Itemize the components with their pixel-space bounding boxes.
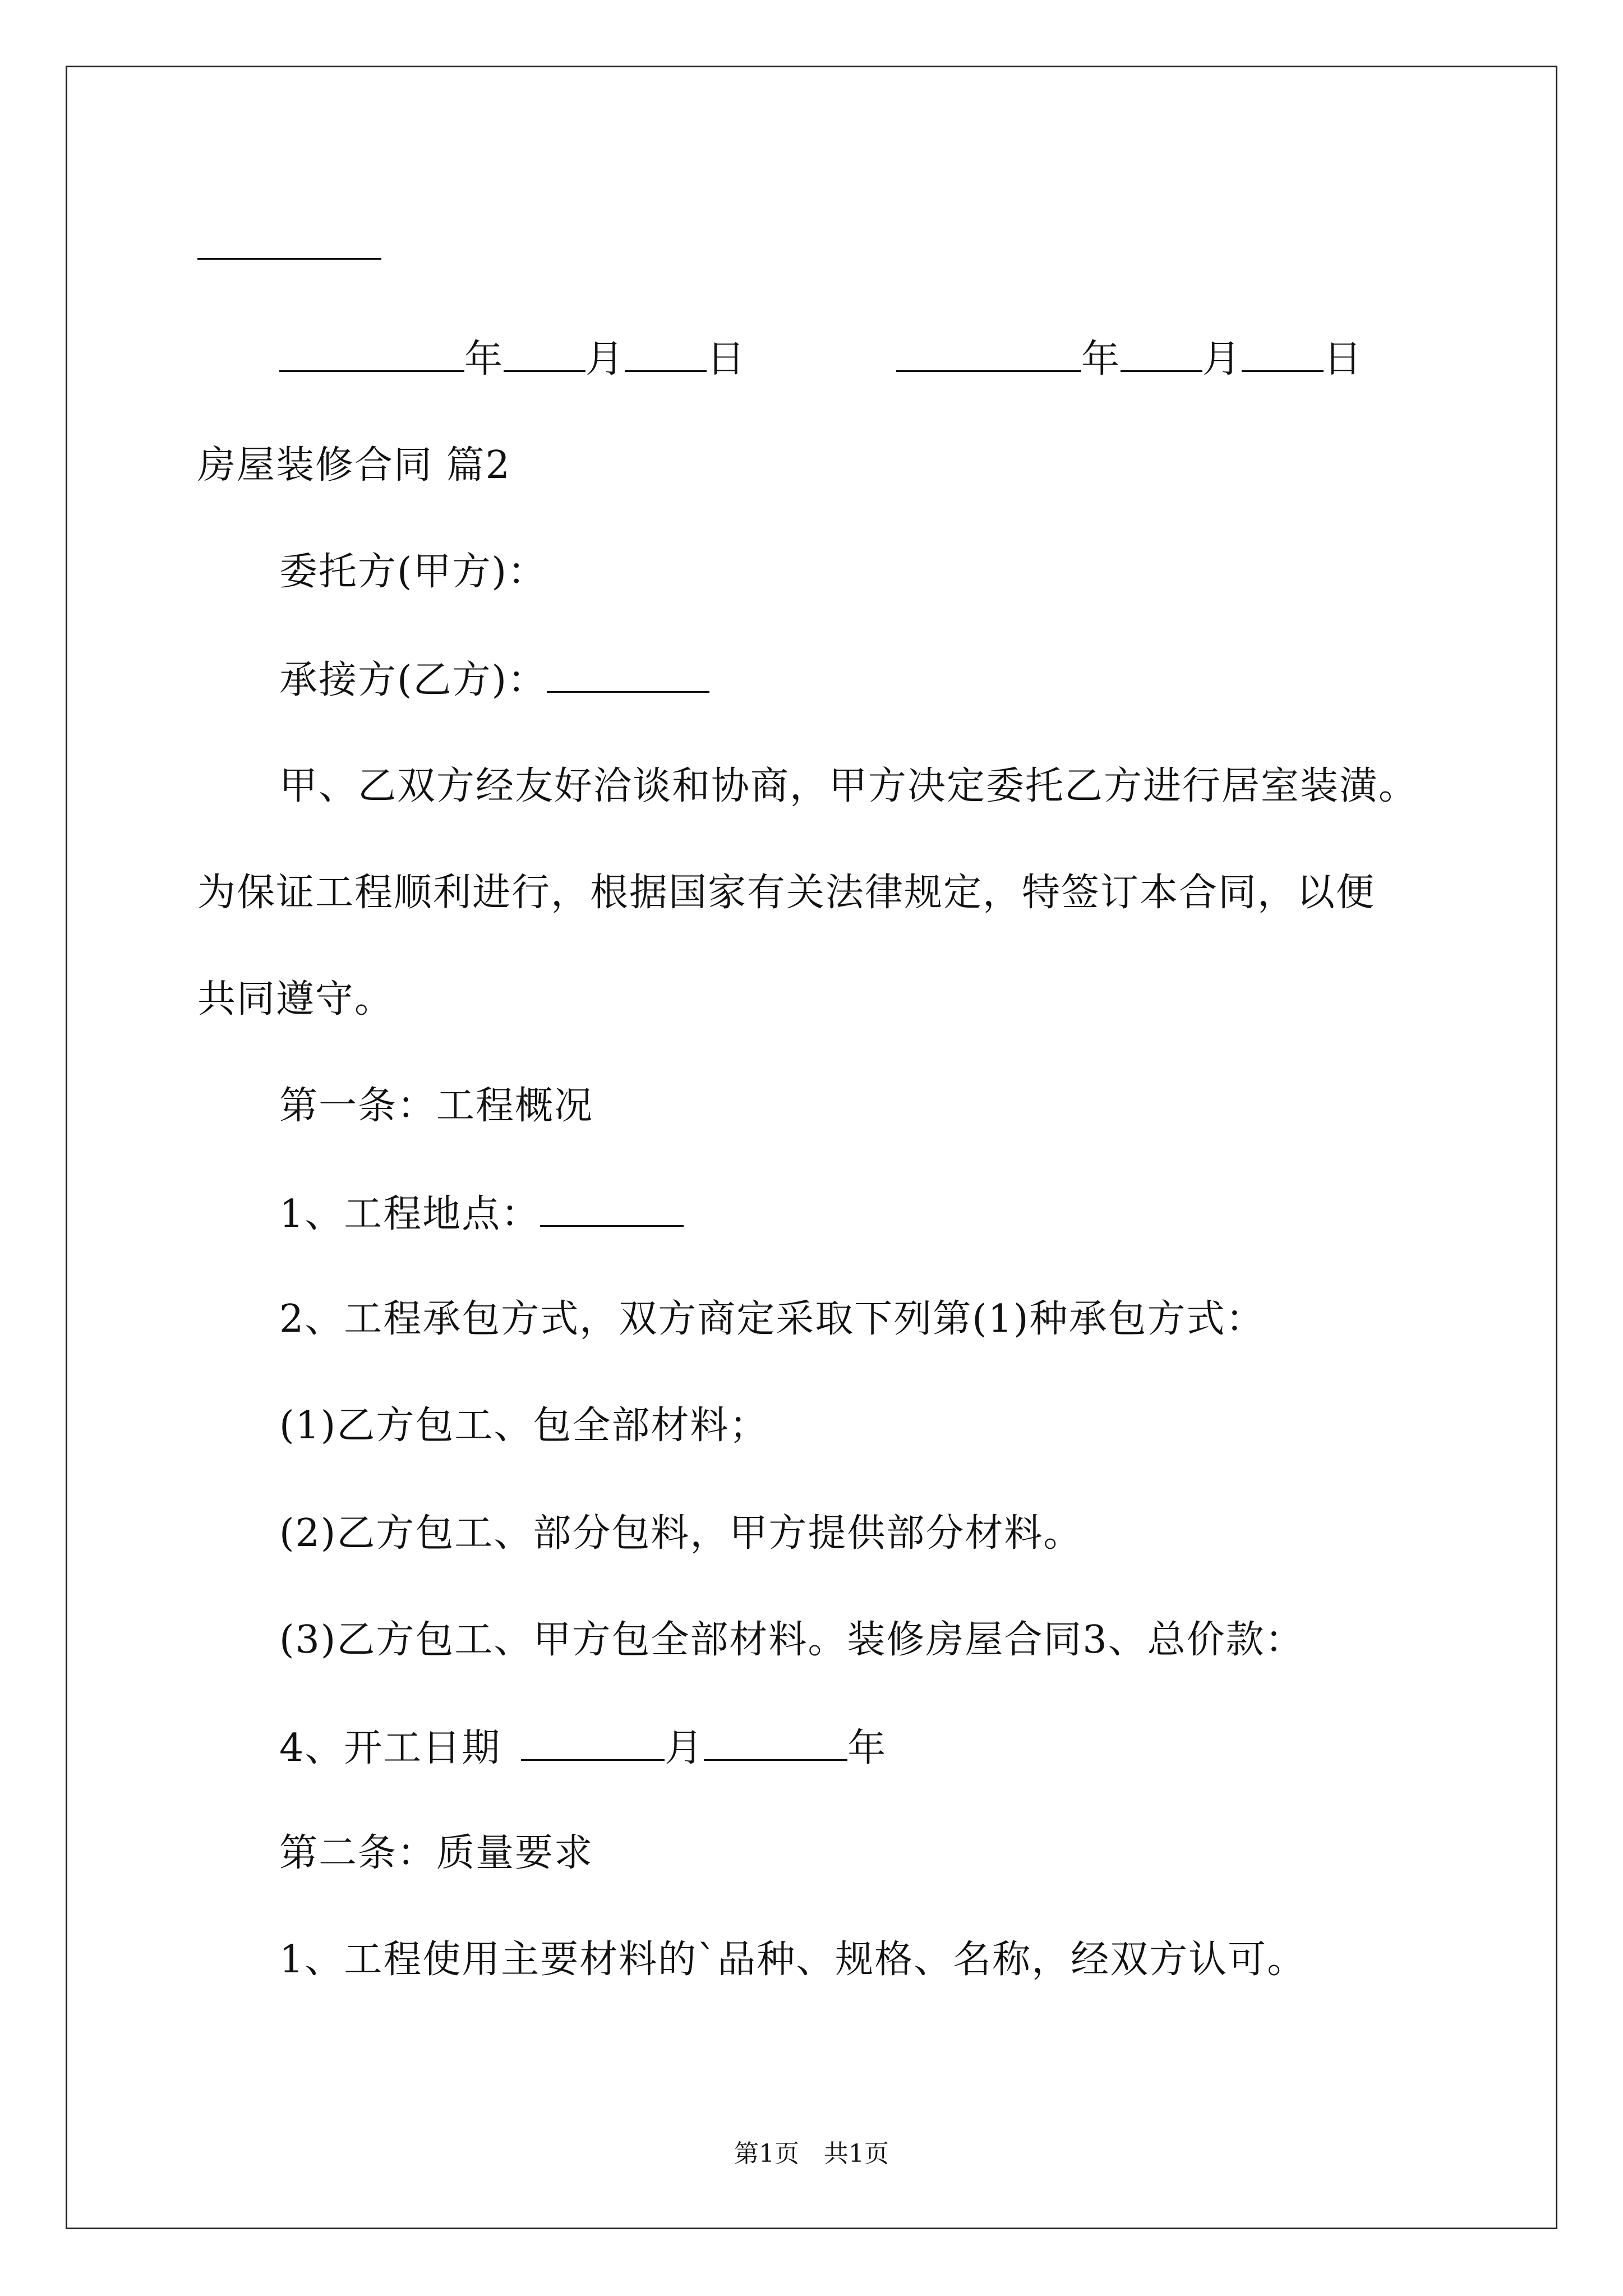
date-right-year-label: 年 [1081, 337, 1121, 381]
article-2-item-1-line: 1、工程使用主要材料的`品种、规格、名称，经双方认可。 [279, 1938, 1307, 1982]
date-right-month-label: 月 [1202, 337, 1242, 381]
article-1-title: 第一条：工程概况 [279, 1084, 594, 1128]
date-left-year-blank [279, 335, 464, 372]
contract-heading: 房屋装修合同 篇2 [197, 443, 511, 487]
item-4-label: 4、开工日期 [279, 1726, 501, 1770]
date-row [279, 335, 746, 382]
date-right-day-label: 日 [1324, 337, 1363, 381]
intro-paragraph-line-3: 共同遵守。 [197, 977, 394, 1022]
item-1-blank [540, 1190, 684, 1227]
option-3-line: (3)乙方包工、甲方包全部材料。装修房屋合同3、总价款： [279, 1618, 1304, 1662]
date-left-month-blank [504, 335, 585, 372]
option-1-line: (1)乙方包工、包全部材料； [279, 1404, 769, 1448]
date-left-month-label: 月 [585, 337, 625, 381]
date-left-day-blank [625, 335, 707, 372]
item-1-line [279, 1190, 684, 1237]
item-2-line: 2、工程承包方式，双方商定采取下列第(1)种承包方式： [279, 1297, 1265, 1341]
item-4-line [279, 1724, 887, 1771]
signature-blank-line [197, 223, 381, 270]
date-left-year-label: 年 [464, 337, 504, 381]
article-2-title: 第二条：质量要求 [279, 1831, 594, 1875]
date-right-year-blank [896, 335, 1081, 372]
item-4-year-blank [704, 1724, 847, 1761]
date-row-right [896, 335, 1363, 382]
party-b-label: 承接方(乙方)： [279, 658, 547, 702]
item-4-year-label: 年 [847, 1726, 887, 1770]
intro-paragraph-line-1: 甲、乙双方经友好洽谈和协商，甲方决定委托乙方进行居室装潢。 [279, 764, 1418, 808]
date-left-day-label: 日 [707, 337, 746, 381]
option-2-line: (2)乙方包工、部分包料，甲方提供部分材料。 [279, 1511, 1083, 1556]
date-right-day-blank [1242, 335, 1324, 372]
item-4-month-label: 月 [665, 1726, 704, 1770]
intro-paragraph-line-2: 为保证工程顺利进行，根据国家有关法律规定，特签订本合同，以便 [197, 871, 1376, 915]
page-footer: 第1页 共1页 [734, 2139, 889, 2168]
party-b-blank [547, 656, 709, 693]
item-4-month-blank [521, 1724, 665, 1761]
party-b-line [279, 656, 709, 703]
item-1-label: 1、工程地点： [279, 1192, 541, 1236]
page-border [66, 66, 1557, 2229]
party-a-line: 委托方(甲方)： [279, 550, 547, 594]
date-right-month-blank [1121, 335, 1202, 372]
